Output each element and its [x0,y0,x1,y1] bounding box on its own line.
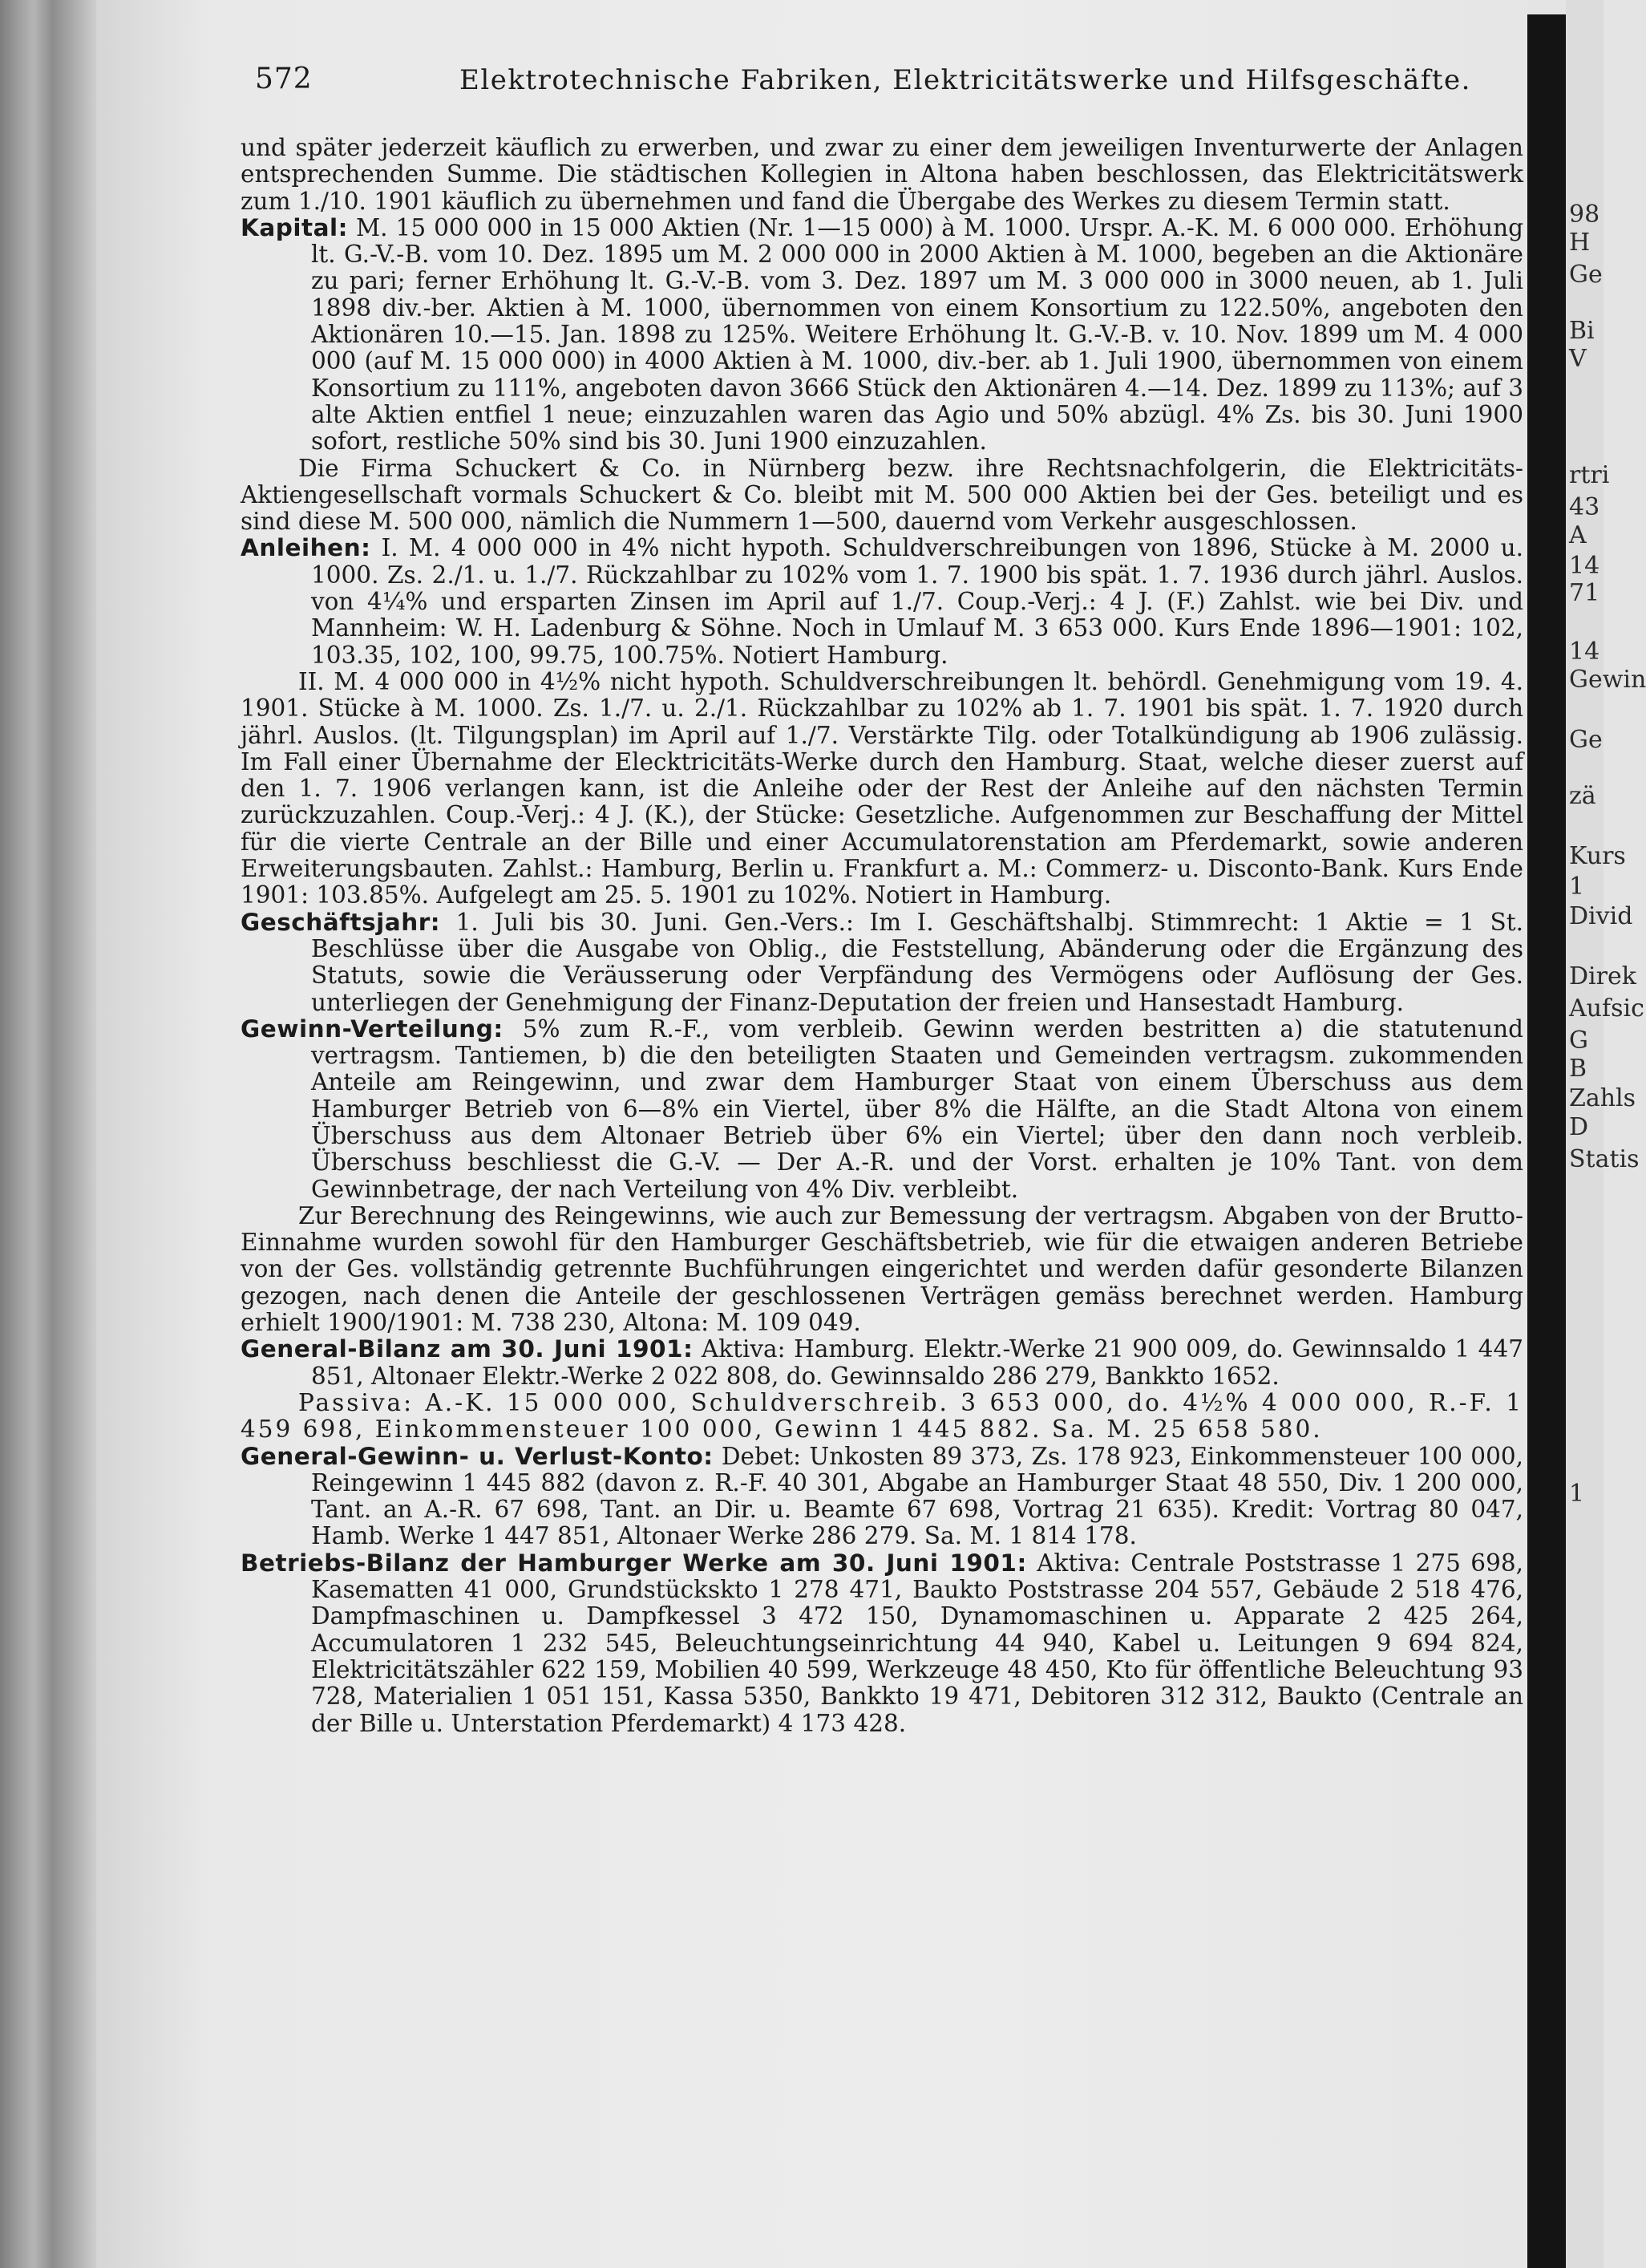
paragraph-reingewinn [241,1203,1523,1336]
paragraph-text: 1. Juli bis 30. Juni. Gen.-Vers.: Im I. Geschäftshalbj. Stimmrecht: 1 Aktie = 1 St. Beschlüsse über die Ausgabe von Oblig., die Feststellung, Abänderung oder die Ergänzung des Statuts, sowie die Veräusserung oder Verpfändung des Vermögens oder Auflösung der Ges. unterliegen der Genehmigung der Finanz-Deputation der freien und Hansestadt Hamburg. [311,908,1523,1016]
paragraph-anleihe-ii [241,669,1523,909]
adjacent-page-fragment: Statis [1569,1145,1640,1173]
running-title: Elektrotechnische Fabriken, Elektricitätswerke und Hilfsgeschäfte. [459,64,1471,96]
adjacent-page-fragment: 98 [1569,200,1600,229]
adjacent-page-fragment: 71 [1569,579,1600,607]
paragraph-schuckert [241,456,1523,536]
section-label: Gewinn-Verteilung: [241,1015,504,1043]
paragraph-text: Die Firma Schuckert & Co. in Nürnberg bezw. ihre Rechtsnachfolgerin, die Elektricitäts-Aktiengesellschaft vormals Schuckert & Co. bleibt mit M. 500 000 Aktien bei der Ges. beteiligt und es sind diese M. 500 000, nämlich die Nummern 1—500, dauernd vom Verkehr ausgeschlossen. [241,454,1523,536]
adjacent-page-fragment: Gewin [1569,666,1646,694]
paragraph-intro [241,135,1523,215]
paragraph-text: Passiva: A.-K. 15 000 000, Schuldverschreib. 3 653 000, do. 4½% 4 000 000, R.-F. 1 459 698, Einkommensteuer 100 000, Gewinn 1 445 882. Sa. M. 25 658 580. [241,1388,1523,1444]
section-label: Geschäftsjahr: [241,908,441,936]
paragraph-kapital [241,215,1523,456]
adjacent-page-fragment: A [1569,521,1587,549]
adjacent-page-fragment: Bi [1569,317,1595,345]
adjacent-page-fragment: zä [1569,782,1596,810]
section-label: General-Gewinn- u. Verlust-Konto: [241,1442,714,1470]
page-body [241,135,1523,1737]
paragraph-gewinn-verteilung [241,1016,1523,1203]
paragraph-text: Debet: Unkosten 89 373, Zs. 178 923, Einkommensteuer 100 000, Reingewinn 1 445 882 (davon z. R.-F. 40 301, Abgabe an Hamburger Staat 48 550, Div. 1 200 000, Tant. an A.-R. 67 698, Tant. an Dir. u. Beamte 67 698, Vortrag 21 635). Kredit: Vortrag 80 047, Hamb. Werke 1 447 851, Altonaer Werke 286 279. Sa. M. 1 814 178. [311,1442,1523,1550]
paragraph-text: 5% zum R.-F., vom verbleib. Gewinn werden bestritten a) die statutenund vertragsm. Tantiemen, b) die den beteiligten Staaten und Gemeinden vertragsm. zukommenden Anteile am Reingewinn, und zwar dem Hamburger Staat von einem Überschuss aus dem Hamburger Betrieb von 6—8% ein Viertel, über 8% die Hälfte, an die Stadt Altona von einem Überschuss aus dem Altonaer Betrieb über 6% ein Viertel; über den dann noch verbleib. Überschuss beschliesst die G.-V. — Der A.-R. und der Vorst. erhalten je 10% Tant. von dem Gewinnbetrage, der nach Verteilung von 4% Div. verbleibt. [311,1015,1523,1203]
paragraph-text: Zur Berechnung des Reingewinns, wie auch zur Bemessung der vertragsm. Abgaben von der Brutto-Einnahme wurden sowohl für den Hamburger Geschäftsbetrieb, wie für die etwaigen anderen Betriebe von der Ges. vollständig getrennte Buchführungen eingerichtet und werden dafür gesonderte Bilanzen gezogen, nach denen die Anteile der geschlossenen Verträgen gemäss berechnet werden. Hamburg erhielt 1900/1901: M. 738 230, Altona: M. 109 049. [241,1201,1523,1337]
paragraph-geschaeftsjahr [241,909,1523,1016]
adjacent-page-fragment: D [1569,1113,1589,1141]
paragraph-text: Aktiva: Hamburg. Elektr.-Werke 21 900 009, do. Gewinnsaldo 1 447 851, Altonaer Elektr.-Werke 2 022 808, do. Gewinnsaldo 286 279, Bankkto 1652. [311,1335,1523,1390]
adjacent-page-fragment: Kurs [1569,842,1626,870]
section-label: Kapital: [241,213,348,241]
book-binding-edge [0,0,96,2268]
paragraph-text: I. M. 4 000 000 in 4% nicht hypoth. Schuldverschreibungen von 1896, Stücke à M. 2000 u. 1000. Zs. 2./1. u. 1./7. Rückzahlbar zu 102% vom 1. 7. 1900 bis spät. 1. 7. 1936 durch jährl. Auslos. von 4¼% und ersparten Zinsen im April auf 1./7. Coup.-Verj.: 4 J. (F.) Zahlst. wie bei Div. und Mannheim: W. H. Ladenburg & Söhne. Noch in Umlauf M. 3 653 000. Kurs Ende 1896—1901: 102, 103.35, 102, 100, 99.75, 100.75%. Notiert Hamburg. [311,534,1523,669]
page-number: 572 [255,63,313,95]
paragraph-anleihen [241,535,1523,668]
adjacent-page-fragment: V [1569,345,1587,373]
adjacent-page-fragment: H [1569,229,1591,257]
adjacent-page-fragment: Direk [1569,962,1636,990]
paragraph-text: M. 15 000 000 in 15 000 Aktien (Nr. 1—15 000) à M. 1000. Urspr. A.-K. M. 6 000 000. Erhöhung lt. G.-V.-B. vom 10. Dez. 1895 um M. 2 000 000 in 2000 Aktien à M. 1000, begeben an die Aktionäre zu pari; ferner Erhöhung lt. G.-V.-B. vom 3. Dez. 1897 um M. 3 000 000 in 3000 neuen, ab 1. Juli 1898 div.-ber. Aktien à M. 1000, übernommen von einem Konsortium zu 122.50%, angeboten den Aktionären 10.—15. Jan. 1898 zu 125%. Weitere Erhöhung lt. G.-V.-B. v. 10. Nov. 1899 um M. 4 000 000 (auf M. 15 000 000) in 4000 Aktien à M. 1000, div.-ber. ab 1. Juli 1900, übernommen von einem Konsortium zu 111%, angeboten davon 3666 Stück den Aktionären 4.—14. Dez. 1899 zu 113%; auf 3 alte Aktien entfiel 1 neue; einzuzahlen waren das Agio und 50% abzügl. 4% Zs. bis 30. Juni 1900 sofort, restliche 50% sind bis 30. Juni 1900 einzuzahlen. [311,213,1523,456]
adjacent-page-fragment: 1 [1569,873,1585,901]
adjacent-page-fragment: Ge [1569,261,1603,289]
adjacent-page-edge [1566,0,1646,2268]
paragraph-general-bilanz [241,1336,1523,1390]
paragraph-gewinn-verlust [241,1444,1523,1550]
adjacent-page-fragment: B [1569,1055,1587,1083]
adjacent-page-fragment: Aufsic [1569,994,1644,1023]
paragraph-text: Aktiva: Centrale Poststrasse 1 275 698, Kasematten 41 000, Grundstückskto 1 278 471, Baukto Poststrasse 204 557, Gebäude 2 518 476, Dampfmaschinen u. Dampfkessel 3 472 150, Dynamomaschinen u. Apparate 2 425 264, Accumulatoren 1 232 545, Beleuchtungseinrichtung 44 940, Kabel u. Leitungen 9 694 824, Elektricitätszähler 622 159, Mobilien 40 599, Werkzeuge 48 450, Kto für öffentliche Beleuchtung 93 728, Materialien 1 051 151, Kassa 5350, Bankkto 19 471, Debitoren 312 312, Baukto (Centrale an der Bille u. Unterstation Pferdemarkt) 4 173 428. [311,1549,1523,1737]
paragraph-passiva [241,1390,1523,1444]
book-gutter-shadow [1527,14,1566,2268]
paragraph-text: und später jederzeit käuflich zu erwerben, und zwar zu einer dem jeweiligen Inventurwerte der Anlagen entsprechenden Summe. Die städtischen Kollegien in Altona haben beschlossen, das Elektricitätswerk zum 1./10. 1901 käuflich zu übernehmen und fand die Übergabe des Werkes zu diesem Termin statt. [241,134,1523,215]
section-label: Anleihen: [241,534,371,562]
page-header [255,63,1506,98]
adjacent-page-fragment: 14 [1569,638,1600,666]
adjacent-page-fragment: G [1569,1027,1588,1055]
adjacent-page-fragment: rtri [1569,461,1610,489]
adjacent-page-fragment: Zahls [1569,1084,1636,1112]
adjacent-page-fragment: Ge [1569,726,1603,754]
adjacent-page-fragment: 43 [1569,493,1600,521]
paragraph-text: II. M. 4 000 000 in 4½% nicht hypoth. Schuldverschreibungen lt. behördl. Genehmigung vom 19. 4. 1901. Stücke à M. 1000. Zs. 1./7. u. 2./1. Rückzahlbar zu 102% ab 1. 7. 1901 bis spät. 1. 7. 1920 durch jährl. Auslos. (lt. Tilgungsplan) im April auf 1./7. Verstärkte Tilg. oder Totalkündigung ab 1906 zulässig. Im Fall einer Übernahme der Elecktricitäts-Werke durch den Hamburg. Staat, welche dieser zuerst auf den 1. 7. 1906 verlangen kann, ist die Anleihe oder der Rest der Anleihe auf den nächsten Termin zurückzuzahlen. Coup.-Verj.: 4 J. (K.), der Stücke: Gesetzliche. Aufgenommen zur Beschaffung der Mittel für die vierte Centrale an der Bille und einer Accumulatorenstation am Pferdemarkt, sowie anderen Erweiterungsbauten. Zahlst.: Hamburg, Berlin u. Frankfurt a. M.: Commerz- u. Disconto-Bank. Kurs Ende 1901: 103.85%. Aufgelegt am 25. 5. 1901 zu 102%. Notiert in Hamburg. [241,667,1523,909]
adjacent-page-fragment: Divid [1569,902,1633,930]
section-label: General-Bilanz am 30. Juni 1901: [241,1335,694,1363]
adjacent-page-fragment: 1 [1569,1480,1585,1508]
paragraph-betriebs-bilanz [241,1550,1523,1737]
section-label: Betriebs-Bilanz der Hamburger Werke am 30. Juni 1901: [241,1549,1027,1577]
adjacent-page-fragment: 14 [1569,552,1600,580]
